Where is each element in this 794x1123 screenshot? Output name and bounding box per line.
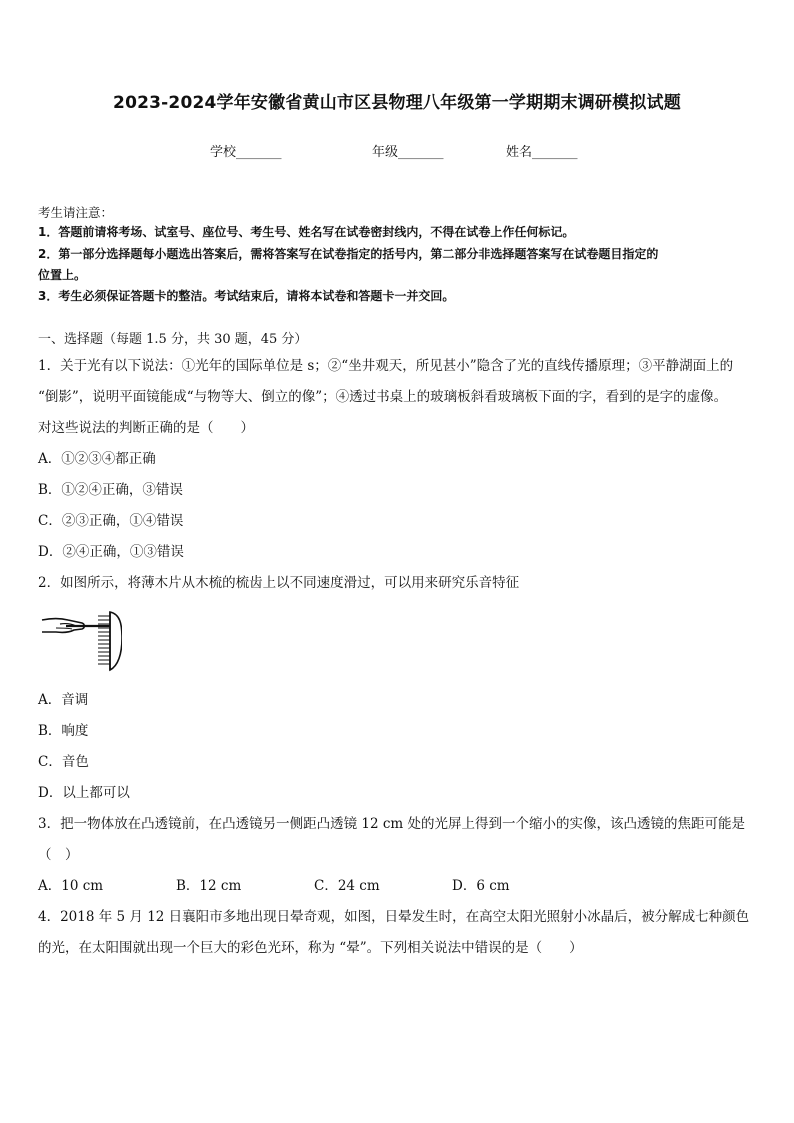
notice-item: 2．第一部分选择题每小题选出答案后，需将答案写在试卷指定的括号内，第二部分非选择题答案写在试卷题目指定的 [38, 247, 659, 261]
question-2-option-b: B．响度 [38, 723, 89, 739]
question-3-option-b: B．12 cm [176, 878, 242, 894]
school-field [210, 141, 282, 160]
notice-heading: 考生请注意： [38, 205, 114, 220]
page-title: 2023-2024学年安徽省黄山市区县物理八年级第一学期期末调研模拟试题 [113, 93, 681, 113]
question-1-option-d: D．②④正确，①③错误 [38, 544, 184, 560]
question-1-line: 1．关于光有以下说法：①光年的国际单位是 s；②“坐井观天，所见甚小”隐含了光的直线传播原理；③平静湖面上的 [38, 358, 734, 374]
name-label: 姓名 [506, 145, 533, 160]
notice-item: 3．考生必须保证答题卡的整洁。考试结束后，请将本试卷和答题卡一并交回。 [38, 289, 455, 303]
comb-figure [38, 604, 122, 674]
question-1-line: “倒影”，说明平面镜能成“与物等大、倒立的像”；④透过书桌上的玻璃板斜看玻璃板下面的字，看到的是字的虚像。 [38, 389, 728, 405]
grade-label: 年级 [372, 145, 399, 160]
question-2-stem: 2．如图所示，将薄木片从木梳的梳齿上以不同速度滑过，可以用来研究乐音特征 [38, 575, 520, 591]
question-3-option-c: C．24 cm [314, 878, 380, 894]
name-field [506, 141, 578, 160]
section-heading: 一、选择题（每题 1.5 分，共 30 题，45 分） [38, 332, 308, 347]
question-4-line: 的光，在太阳围就出现一个巨大的彩色光环，称为 “晕”。下列相关说法中错误的是（ ） [38, 940, 583, 956]
question-1-line: 对这些说法的判断正确的是（ ） [38, 420, 254, 436]
grade-blank: _______ [398, 145, 444, 160]
name-blank: _______ [532, 145, 578, 160]
question-2-option-a: A．音调 [38, 692, 89, 708]
question-1-option-c: C．②③正确，①④错误 [38, 513, 184, 529]
question-3-line: 3．把一物体放在凸透镜前，在凸透镜另一侧距凸透镜 12 cm 处的光屏上得到一个缩小的实像，该凸透镜的焦距可能是 [38, 816, 746, 832]
school-label: 学校 [210, 145, 237, 160]
question-2-option-c: C．音色 [38, 754, 89, 770]
question-3-option-d: D．6 cm [452, 878, 510, 894]
question-4-line: 4．2018 年 5 月 12 日襄阳市多地出现日晕奇观，如图，日晕发生时，在高空太阳光照射小冰晶后，被分解成七种颜色 [38, 909, 750, 925]
question-1-option-a: A．①②③④都正确 [38, 451, 156, 467]
question-3-line: （ ） [38, 847, 79, 863]
question-3-option-a: A．10 cm [38, 878, 104, 894]
notice-item: 1．答题前请将考场、试室号、座位号、考生号、姓名写在试卷密封线内，不得在试卷上作任何标记。 [38, 225, 575, 239]
question-2-option-d: D．以上都可以 [38, 785, 130, 801]
notice-item: 位置上。 [38, 268, 87, 282]
school-blank: _______ [236, 145, 282, 160]
grade-field [372, 141, 444, 160]
question-1-option-b: B．①②④正确，③错误 [38, 482, 183, 498]
hand-and-comb-illustration [38, 604, 122, 674]
